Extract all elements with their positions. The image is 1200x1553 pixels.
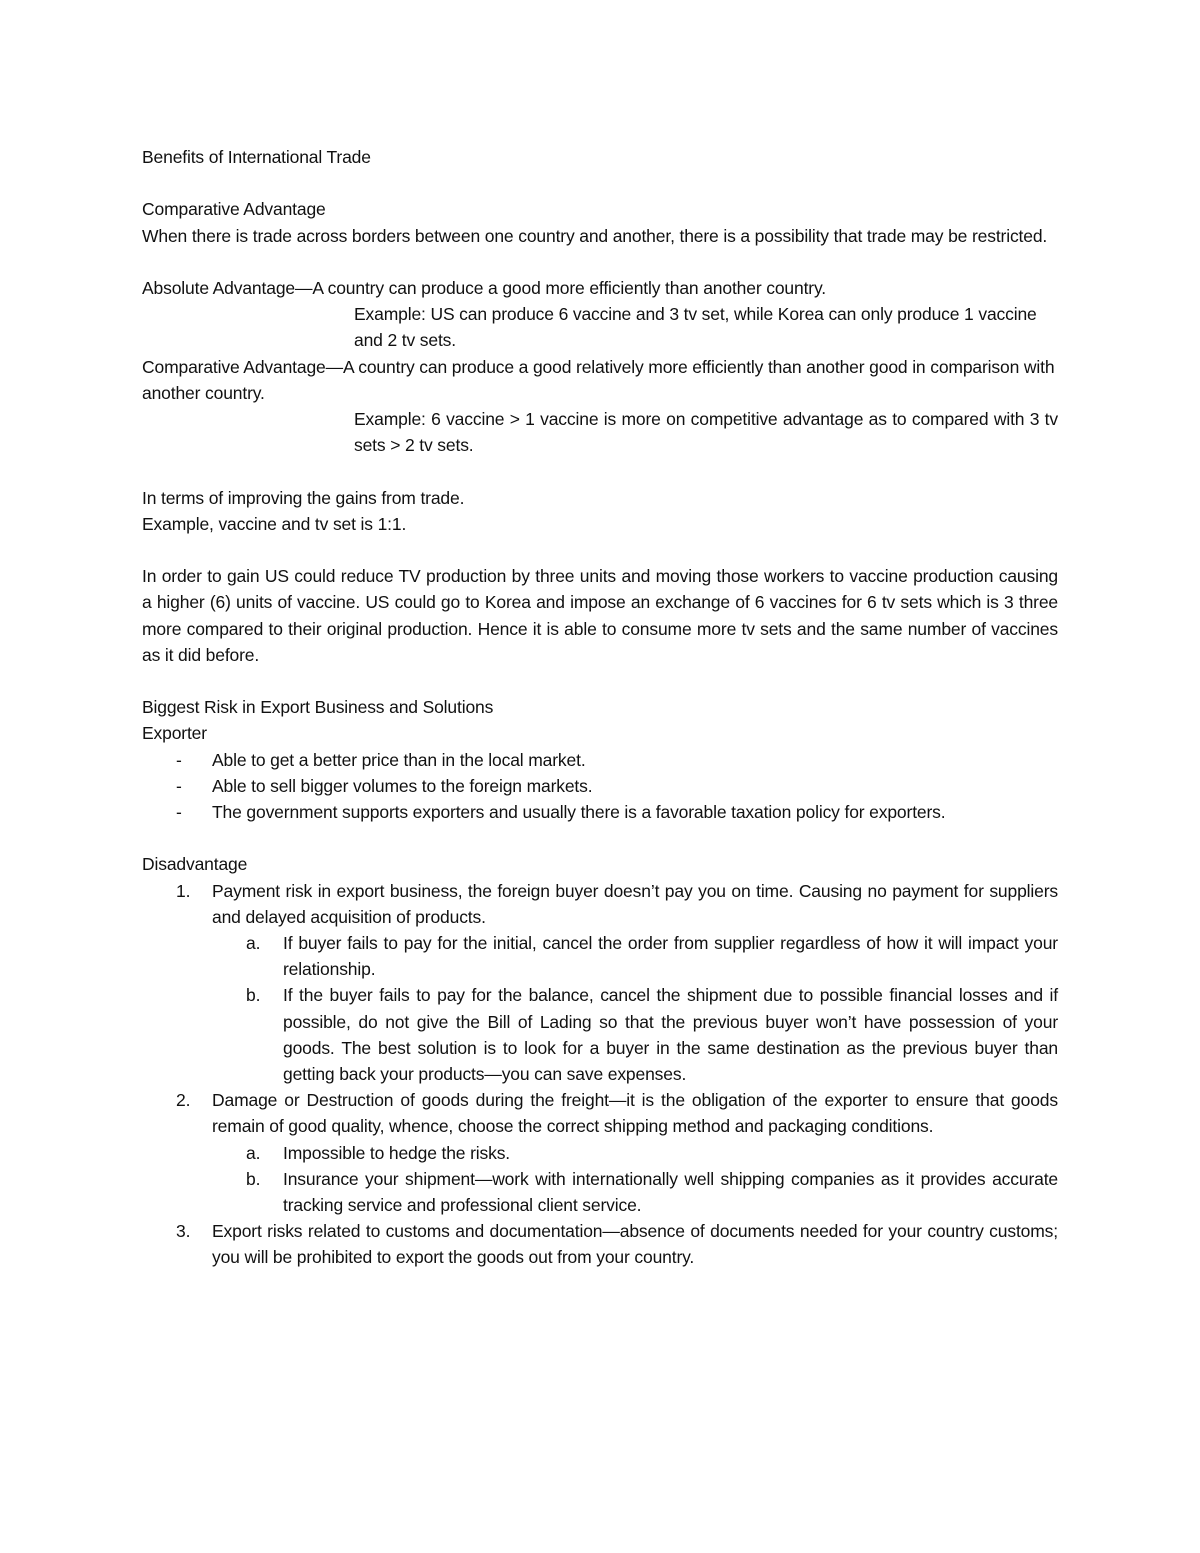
comparative-definition: Comparative Advantage—A country can produce a good relatively more efficiently than another good in comparison with another country.: [142, 356, 1055, 403]
exporter-item: [142, 747, 1058, 773]
letter-marker: b.: [246, 985, 261, 1006]
disadvantage-text: Payment risk in export business, the foreign buyer doesn’t pay you on time. Causing no payment for suppliers and delayed acquisition of products.: [212, 880, 1058, 927]
exporter-item: [142, 799, 1058, 825]
number-marker: 1.: [176, 880, 191, 901]
gains-line-1: In terms of improving the gains from trade.: [142, 487, 465, 508]
letter-marker: b.: [246, 1168, 261, 1189]
disadvantage-item: [142, 1218, 1058, 1270]
letter-marker: a.: [246, 933, 261, 953]
disadvantage-subitem: [142, 982, 1058, 1087]
subitem-text: Insurance your shipment—work with internationally well shipping companies as it provides accurate tracking service and professional client service.: [283, 1168, 1058, 1216]
gains-paragraph: In order to gain US could reduce TV production by three units and moving those workers to vaccine production causing a higher (6) units of vaccine. US could go to Korea and impose an exchange of 6 vaccines for 6 tv sets which is 3 three more compared to their original production. Hence it is able to consume more tv sets and the same number of vaccines as it did before.: [142, 566, 1058, 665]
dash-marker: -: [176, 802, 182, 822]
absolute-example: Example: US can produce 6 vaccine and 3 tv set, while Korea can only produce 1 vaccine and 2 tv sets.: [354, 304, 1037, 351]
spacer: [142, 537, 1058, 563]
document-title: Benefits of International Trade: [142, 147, 371, 167]
dash-marker: -: [176, 775, 182, 796]
document-body: [142, 144, 1058, 1271]
disadvantage-subitem: [142, 1166, 1058, 1218]
exporter-item-text: Able to sell bigger volumes to the foreign markets.: [212, 775, 593, 796]
disadvantage-list: [142, 878, 1058, 1271]
exporter-list: [142, 747, 1058, 826]
disadvantage-text: Export risks related to customs and documentation—absence of documents needed for your country customs; you will be prohibited to export the goods out from your country.: [212, 1221, 1058, 1268]
disadvantage-item: [142, 1087, 1058, 1139]
comparative-heading: Comparative Advantage: [142, 199, 326, 220]
spacer: [142, 249, 1058, 275]
spacer: [142, 170, 1058, 196]
dash-marker: -: [176, 749, 182, 770]
risk-heading: Biggest Risk in Export Business and Solutions: [142, 697, 494, 718]
disadvantage-subitem: [142, 1140, 1058, 1166]
comparative-example: Example: 6 vaccine > 1 vaccine is more on competitive advantage as to compared with 3 tv sets > 2 tv sets.: [354, 409, 1058, 456]
gains-line-2: Example, vaccine and tv set is 1:1.: [142, 513, 407, 534]
comparative-intro: When there is trade across borders between one country and another, there is a possibility that trade may be restricted.: [142, 225, 1048, 246]
number-marker: 2.: [176, 1090, 191, 1111]
disadvantage-subitem: [142, 930, 1058, 982]
spacer: [142, 668, 1058, 694]
number-marker: 3.: [176, 1221, 191, 1242]
exporter-heading: Exporter: [142, 723, 207, 744]
exporter-item-text: The government supports exporters and usually there is a favorable taxation policy for exporters.: [212, 802, 946, 822]
subitem-text: Impossible to hedge the risks.: [283, 1142, 511, 1163]
exporter-item: [142, 773, 1058, 799]
spacer: [142, 825, 1058, 851]
spacer: [142, 458, 1058, 484]
disadvantage-text: Damage or Destruction of goods during the freight—it is the obligation of the exporter to ensure that goods remain of good quality, whence, choose the correct shipping method and packaging conditions.: [212, 1090, 1058, 1137]
subitem-text: If the buyer fails to pay for the balance, cancel the shipment due to possible financial losses and if possible, do not give the Bill of Lading so that the previous buyer won’t have possession of your goods. The best solution is to look for a buyer in the same destination as the previous buyer than getting back your products—you can save expenses.: [283, 985, 1058, 1085]
disadvantage-heading: Disadvantage: [142, 854, 248, 875]
exporter-item-text: Able to get a better price than in the local market.: [212, 749, 586, 770]
subitem-text: If buyer fails to pay for the initial, cancel the order from supplier regardless of how it will impact your relationship.: [283, 933, 1058, 980]
letter-marker: a.: [246, 1142, 261, 1163]
absolute-definition: Absolute Advantage—A country can produce a good more efficiently than another country.: [142, 277, 826, 298]
disadvantage-item: [142, 878, 1058, 930]
